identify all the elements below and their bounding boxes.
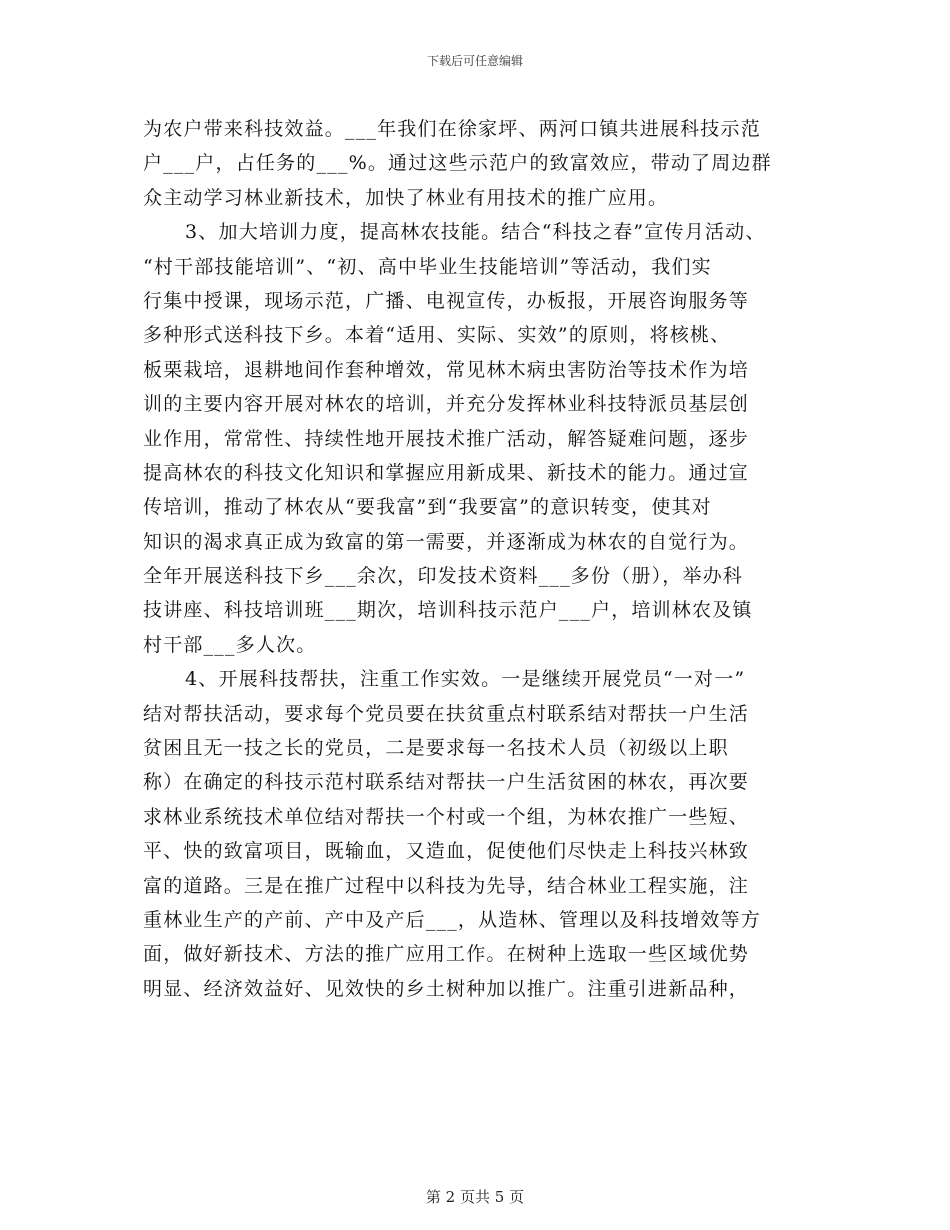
- text-line: 传培训，推动了林农从“要我富”到“我要富”的意识转变，使其对: [143, 496, 712, 519]
- text-line: 村干部___多人次。: [143, 633, 317, 656]
- text-line: 训的主要内容开展对林农的培训，并充分发挥林业科技特派员基层创: [143, 393, 750, 416]
- paragraph-start-line: 3、加大培训力度，提高林农技能。结合“科技之春”宣传月活动、: [185, 221, 766, 244]
- text-line: 为农户带来科技效益。___年我们在徐家坪、两河口镇共进展科技示范: [143, 118, 761, 140]
- text-line: 结对帮扶活动，要求每个党员要在扶贫重点村联系结对帮扶一户生活: [143, 702, 750, 725]
- text-line: “村干部技能培训”、“初、高中毕业生技能培训”等活动，我们实: [143, 255, 712, 278]
- text-line: 富的道路。三是在推广过程中以科技为先导，结合林业工程实施，注: [143, 874, 750, 897]
- text-line: 平、快的致富项目，既输血，又造血，促使他们尽快走上科技兴林致: [143, 840, 750, 863]
- text-line: 求林业系统技术单位结对帮扶一个村或一个组，为林农推广一些短、: [143, 805, 750, 828]
- text-line: 重林业生产的产前、产中及产后___，从造林、管理以及科技增效等方: [143, 908, 761, 931]
- text-line: 知识的渴求真正成为致富的第一需要，并逐渐成为林农的自觉行为。: [143, 530, 750, 553]
- text-line: 贫困且无一技之长的党员，二是要求每一名技术人员（初级以上职: [143, 737, 729, 760]
- page-number-footer: 第 2 页共 5 页: [425, 1188, 525, 1206]
- text-line: 称）在确定的科技示范村联系结对帮扶一户生活贫困的林农，再次要: [143, 771, 750, 794]
- text-line: 业作用，常常性、持续性地开展技术推广活动，解答疑难问题，逐步: [143, 427, 750, 450]
- text-line: 面，做好新技术、方法的推广应用工作。在树种上选取一些区域优势: [143, 943, 750, 966]
- text-line: 提高林农的科技文化知识和掌握应用新成果、新技术的能力。通过宣: [143, 461, 750, 484]
- text-line: 多种形式送科技下乡。本着“适用、实际、实效”的原则，将核桃、: [143, 324, 731, 347]
- text-line: 明显、经济效益好、见效快的乡土树种加以推广。注重引进新品种，: [143, 977, 750, 1000]
- text-line: 板栗栽培，退耕地间作套种增效，常见林木病虫害防治等技术作为培: [143, 358, 750, 381]
- text-line: 户___户，占任务的___%。通过这些示范户的致富效应，带动了周边群: [143, 152, 772, 175]
- document-body: [143, 112, 813, 1006]
- paragraph-start-line: 4、开展科技帮扶，注重工作实效。一是继续开展党员“一对一”: [185, 668, 746, 691]
- text-line: 众主动学习林业新技术，加快了林业有用技术的推广应用。: [143, 186, 669, 209]
- text-line: 技讲座、科技培训班___期次，培训科技示范户___户，培训林农及镇: [143, 599, 753, 622]
- page-header: 下载后可任意编辑: [426, 54, 523, 68]
- text-line: 全年开展送科技下乡___余次，印发技术资料___多份（册），举办科: [143, 565, 744, 588]
- text-line: 行集中授课，现场示范，广播、电视宣传，办板报，开展咨询服务等: [143, 289, 750, 312]
